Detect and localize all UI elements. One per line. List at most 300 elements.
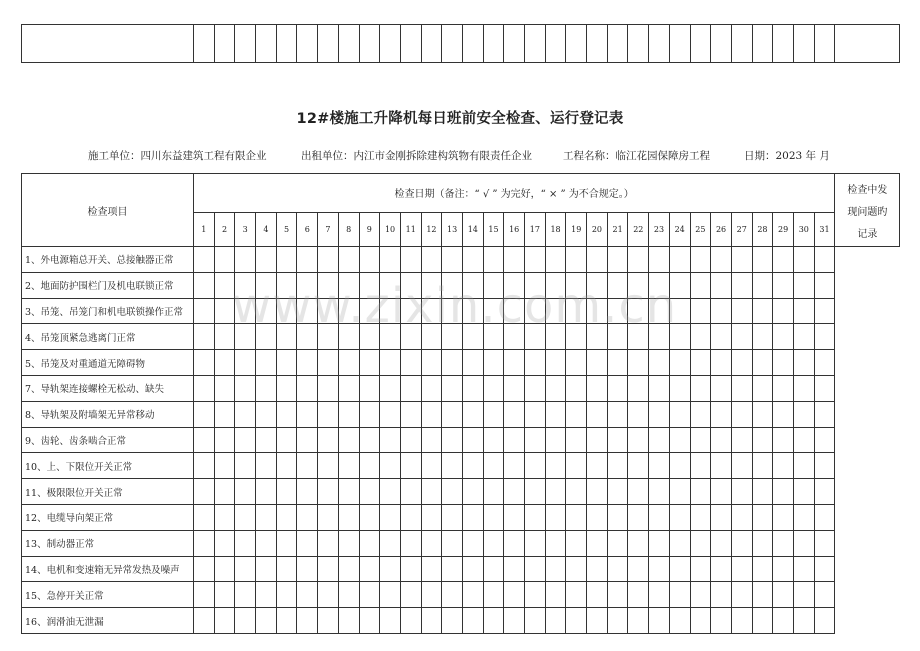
check-cell[interactable] — [256, 453, 277, 479]
check-cell[interactable] — [649, 530, 670, 556]
check-cell[interactable] — [814, 582, 835, 608]
check-cell[interactable] — [421, 375, 442, 401]
check-cell[interactable] — [814, 608, 835, 634]
check-cell[interactable] — [545, 504, 566, 530]
check-cell[interactable] — [752, 401, 773, 427]
empty-cell[interactable] — [752, 25, 773, 63]
check-cell[interactable] — [711, 401, 732, 427]
check-cell[interactable] — [545, 324, 566, 350]
check-cell[interactable] — [276, 479, 297, 505]
check-cell[interactable] — [235, 427, 256, 453]
check-cell[interactable] — [649, 324, 670, 350]
check-cell[interactable] — [421, 582, 442, 608]
check-cell[interactable] — [649, 427, 670, 453]
check-cell[interactable] — [587, 272, 608, 298]
check-cell[interactable] — [752, 272, 773, 298]
check-cell[interactable] — [256, 375, 277, 401]
check-cell[interactable] — [338, 530, 359, 556]
check-cell[interactable] — [649, 453, 670, 479]
check-cell[interactable] — [297, 375, 318, 401]
check-cell[interactable] — [194, 427, 215, 453]
check-cell[interactable] — [773, 530, 794, 556]
check-cell[interactable] — [442, 479, 463, 505]
check-cell[interactable] — [214, 324, 235, 350]
check-cell[interactable] — [214, 401, 235, 427]
check-cell[interactable] — [669, 350, 690, 376]
check-cell[interactable] — [504, 324, 525, 350]
check-cell[interactable] — [214, 272, 235, 298]
check-cell[interactable] — [297, 272, 318, 298]
check-cell[interactable] — [359, 556, 380, 582]
check-cell[interactable] — [194, 324, 215, 350]
check-cell[interactable] — [669, 479, 690, 505]
check-cell[interactable] — [400, 608, 421, 634]
check-cell[interactable] — [525, 247, 546, 273]
check-cell[interactable] — [525, 350, 546, 376]
empty-cell[interactable] — [814, 25, 835, 63]
check-cell[interactable] — [607, 504, 628, 530]
check-cell[interactable] — [318, 298, 339, 324]
check-cell[interactable] — [421, 298, 442, 324]
check-cell[interactable] — [483, 504, 504, 530]
check-cell[interactable] — [731, 453, 752, 479]
check-cell[interactable] — [752, 375, 773, 401]
check-cell[interactable] — [628, 504, 649, 530]
empty-cell[interactable] — [525, 25, 546, 63]
check-cell[interactable] — [690, 272, 711, 298]
check-cell[interactable] — [276, 272, 297, 298]
check-cell[interactable] — [545, 350, 566, 376]
check-cell[interactable] — [276, 247, 297, 273]
check-cell[interactable] — [400, 375, 421, 401]
check-cell[interactable] — [318, 247, 339, 273]
check-cell[interactable] — [793, 375, 814, 401]
check-cell[interactable] — [711, 350, 732, 376]
check-cell[interactable] — [214, 582, 235, 608]
check-cell[interactable] — [194, 582, 215, 608]
check-cell[interactable] — [338, 556, 359, 582]
check-cell[interactable] — [566, 504, 587, 530]
check-cell[interactable] — [421, 504, 442, 530]
check-cell[interactable] — [359, 530, 380, 556]
empty-cell[interactable] — [607, 25, 628, 63]
check-cell[interactable] — [669, 427, 690, 453]
empty-cell[interactable] — [462, 25, 483, 63]
check-cell[interactable] — [793, 401, 814, 427]
check-cell[interactable] — [442, 504, 463, 530]
check-cell[interactable] — [690, 608, 711, 634]
check-cell[interactable] — [421, 453, 442, 479]
check-cell[interactable] — [690, 556, 711, 582]
check-cell[interactable] — [380, 375, 401, 401]
check-cell[interactable] — [587, 350, 608, 376]
check-cell[interactable] — [525, 556, 546, 582]
check-cell[interactable] — [256, 324, 277, 350]
check-cell[interactable] — [504, 375, 525, 401]
check-cell[interactable] — [711, 479, 732, 505]
check-cell[interactable] — [297, 608, 318, 634]
check-cell[interactable] — [587, 530, 608, 556]
check-cell[interactable] — [194, 453, 215, 479]
check-cell[interactable] — [297, 453, 318, 479]
check-cell[interactable] — [380, 401, 401, 427]
check-cell[interactable] — [628, 350, 649, 376]
empty-cell[interactable] — [835, 25, 900, 63]
check-cell[interactable] — [297, 401, 318, 427]
check-cell[interactable] — [235, 401, 256, 427]
check-cell[interactable] — [483, 608, 504, 634]
check-cell[interactable] — [235, 375, 256, 401]
empty-cell[interactable] — [504, 25, 525, 63]
empty-cell[interactable] — [318, 25, 339, 63]
check-cell[interactable] — [462, 272, 483, 298]
check-cell[interactable] — [545, 401, 566, 427]
check-cell[interactable] — [256, 530, 277, 556]
check-cell[interactable] — [773, 453, 794, 479]
check-cell[interactable] — [235, 608, 256, 634]
check-cell[interactable] — [628, 247, 649, 273]
check-cell[interactable] — [649, 375, 670, 401]
check-cell[interactable] — [814, 401, 835, 427]
check-cell[interactable] — [669, 247, 690, 273]
check-cell[interactable] — [235, 298, 256, 324]
check-cell[interactable] — [566, 427, 587, 453]
check-cell[interactable] — [338, 350, 359, 376]
check-cell[interactable] — [462, 324, 483, 350]
check-cell[interactable] — [545, 556, 566, 582]
check-cell[interactable] — [773, 479, 794, 505]
check-cell[interactable] — [711, 504, 732, 530]
check-cell[interactable] — [731, 298, 752, 324]
check-cell[interactable] — [380, 479, 401, 505]
check-cell[interactable] — [483, 530, 504, 556]
check-cell[interactable] — [214, 608, 235, 634]
check-cell[interactable] — [669, 530, 690, 556]
check-cell[interactable] — [297, 530, 318, 556]
check-cell[interactable] — [297, 504, 318, 530]
check-cell[interactable] — [194, 272, 215, 298]
check-cell[interactable] — [525, 453, 546, 479]
empty-cell[interactable] — [380, 25, 401, 63]
check-cell[interactable] — [690, 582, 711, 608]
check-cell[interactable] — [483, 324, 504, 350]
check-cell[interactable] — [525, 504, 546, 530]
check-cell[interactable] — [483, 247, 504, 273]
check-cell[interactable] — [235, 530, 256, 556]
check-cell[interactable] — [276, 298, 297, 324]
check-cell[interactable] — [773, 582, 794, 608]
check-cell[interactable] — [483, 453, 504, 479]
check-cell[interactable] — [566, 582, 587, 608]
check-cell[interactable] — [400, 427, 421, 453]
check-cell[interactable] — [400, 479, 421, 505]
check-cell[interactable] — [607, 375, 628, 401]
check-cell[interactable] — [731, 375, 752, 401]
check-cell[interactable] — [773, 556, 794, 582]
check-cell[interactable] — [235, 504, 256, 530]
check-cell[interactable] — [338, 479, 359, 505]
check-cell[interactable] — [276, 504, 297, 530]
check-cell[interactable] — [235, 324, 256, 350]
check-cell[interactable] — [421, 427, 442, 453]
check-cell[interactable] — [318, 324, 339, 350]
check-cell[interactable] — [793, 427, 814, 453]
check-cell[interactable] — [462, 556, 483, 582]
check-cell[interactable] — [731, 350, 752, 376]
check-cell[interactable] — [318, 479, 339, 505]
check-cell[interactable] — [793, 608, 814, 634]
check-cell[interactable] — [690, 298, 711, 324]
check-cell[interactable] — [462, 298, 483, 324]
check-cell[interactable] — [214, 556, 235, 582]
check-cell[interactable] — [752, 453, 773, 479]
check-cell[interactable] — [566, 298, 587, 324]
check-cell[interactable] — [669, 324, 690, 350]
check-cell[interactable] — [276, 453, 297, 479]
check-cell[interactable] — [525, 608, 546, 634]
check-cell[interactable] — [752, 427, 773, 453]
check-cell[interactable] — [504, 298, 525, 324]
check-cell[interactable] — [256, 427, 277, 453]
check-cell[interactable] — [256, 272, 277, 298]
check-cell[interactable] — [462, 479, 483, 505]
empty-cell[interactable] — [649, 25, 670, 63]
check-cell[interactable] — [814, 375, 835, 401]
check-cell[interactable] — [297, 479, 318, 505]
empty-cell[interactable] — [690, 25, 711, 63]
check-cell[interactable] — [214, 530, 235, 556]
check-cell[interactable] — [504, 608, 525, 634]
check-cell[interactable] — [690, 453, 711, 479]
check-cell[interactable] — [587, 608, 608, 634]
check-cell[interactable] — [318, 401, 339, 427]
check-cell[interactable] — [731, 401, 752, 427]
check-cell[interactable] — [587, 453, 608, 479]
check-cell[interactable] — [297, 556, 318, 582]
check-cell[interactable] — [318, 350, 339, 376]
check-cell[interactable] — [442, 324, 463, 350]
check-cell[interactable] — [587, 247, 608, 273]
check-cell[interactable] — [483, 582, 504, 608]
check-cell[interactable] — [256, 608, 277, 634]
check-cell[interactable] — [297, 247, 318, 273]
check-cell[interactable] — [380, 272, 401, 298]
check-cell[interactable] — [400, 504, 421, 530]
check-cell[interactable] — [793, 479, 814, 505]
check-cell[interactable] — [607, 582, 628, 608]
check-cell[interactable] — [338, 608, 359, 634]
empty-cell[interactable] — [545, 25, 566, 63]
check-cell[interactable] — [359, 582, 380, 608]
check-cell[interactable] — [338, 272, 359, 298]
check-cell[interactable] — [690, 247, 711, 273]
check-cell[interactable] — [442, 401, 463, 427]
check-cell[interactable] — [628, 556, 649, 582]
check-cell[interactable] — [649, 479, 670, 505]
check-cell[interactable] — [400, 401, 421, 427]
check-cell[interactable] — [690, 401, 711, 427]
check-cell[interactable] — [669, 401, 690, 427]
check-cell[interactable] — [462, 608, 483, 634]
check-cell[interactable] — [587, 504, 608, 530]
empty-cell[interactable] — [256, 25, 277, 63]
check-cell[interactable] — [690, 504, 711, 530]
empty-cell[interactable] — [731, 25, 752, 63]
check-cell[interactable] — [525, 298, 546, 324]
check-cell[interactable] — [483, 427, 504, 453]
check-cell[interactable] — [814, 324, 835, 350]
check-cell[interactable] — [711, 247, 732, 273]
check-cell[interactable] — [649, 350, 670, 376]
check-cell[interactable] — [628, 608, 649, 634]
check-cell[interactable] — [276, 350, 297, 376]
check-cell[interactable] — [773, 375, 794, 401]
check-cell[interactable] — [442, 427, 463, 453]
check-cell[interactable] — [483, 298, 504, 324]
check-cell[interactable] — [773, 324, 794, 350]
check-cell[interactable] — [793, 556, 814, 582]
check-cell[interactable] — [421, 479, 442, 505]
check-cell[interactable] — [545, 479, 566, 505]
check-cell[interactable] — [235, 582, 256, 608]
check-cell[interactable] — [421, 608, 442, 634]
check-cell[interactable] — [421, 401, 442, 427]
check-cell[interactable] — [545, 453, 566, 479]
check-cell[interactable] — [504, 504, 525, 530]
check-cell[interactable] — [338, 453, 359, 479]
check-cell[interactable] — [400, 272, 421, 298]
check-cell[interactable] — [194, 530, 215, 556]
check-cell[interactable] — [338, 247, 359, 273]
check-cell[interactable] — [773, 401, 794, 427]
check-cell[interactable] — [649, 556, 670, 582]
check-cell[interactable] — [276, 427, 297, 453]
check-cell[interactable] — [276, 582, 297, 608]
check-cell[interactable] — [338, 375, 359, 401]
check-cell[interactable] — [814, 298, 835, 324]
empty-cell[interactable] — [194, 25, 215, 63]
check-cell[interactable] — [628, 427, 649, 453]
check-cell[interactable] — [545, 298, 566, 324]
check-cell[interactable] — [297, 427, 318, 453]
check-cell[interactable] — [297, 350, 318, 376]
check-cell[interactable] — [214, 247, 235, 273]
check-cell[interactable] — [566, 453, 587, 479]
check-cell[interactable] — [359, 272, 380, 298]
check-cell[interactable] — [235, 479, 256, 505]
check-cell[interactable] — [525, 479, 546, 505]
check-cell[interactable] — [504, 350, 525, 376]
check-cell[interactable] — [359, 479, 380, 505]
check-cell[interactable] — [566, 530, 587, 556]
check-cell[interactable] — [194, 608, 215, 634]
check-cell[interactable] — [711, 556, 732, 582]
check-cell[interactable] — [731, 272, 752, 298]
check-cell[interactable] — [256, 401, 277, 427]
check-cell[interactable] — [545, 582, 566, 608]
check-cell[interactable] — [711, 298, 732, 324]
check-cell[interactable] — [504, 401, 525, 427]
check-cell[interactable] — [318, 375, 339, 401]
check-cell[interactable] — [256, 247, 277, 273]
check-cell[interactable] — [752, 247, 773, 273]
check-cell[interactable] — [359, 375, 380, 401]
check-cell[interactable] — [587, 427, 608, 453]
check-cell[interactable] — [773, 298, 794, 324]
check-cell[interactable] — [235, 350, 256, 376]
check-cell[interactable] — [359, 324, 380, 350]
check-cell[interactable] — [814, 350, 835, 376]
check-cell[interactable] — [318, 272, 339, 298]
check-cell[interactable] — [669, 582, 690, 608]
check-cell[interactable] — [607, 324, 628, 350]
check-cell[interactable] — [194, 350, 215, 376]
check-cell[interactable] — [504, 247, 525, 273]
check-cell[interactable] — [793, 247, 814, 273]
check-cell[interactable] — [421, 247, 442, 273]
check-cell[interactable] — [607, 530, 628, 556]
check-cell[interactable] — [462, 375, 483, 401]
check-cell[interactable] — [504, 582, 525, 608]
check-cell[interactable] — [276, 375, 297, 401]
check-cell[interactable] — [628, 272, 649, 298]
check-cell[interactable] — [752, 298, 773, 324]
check-cell[interactable] — [318, 427, 339, 453]
check-cell[interactable] — [525, 324, 546, 350]
empty-cell[interactable] — [338, 25, 359, 63]
check-cell[interactable] — [731, 479, 752, 505]
check-cell[interactable] — [194, 401, 215, 427]
check-cell[interactable] — [442, 582, 463, 608]
check-cell[interactable] — [462, 401, 483, 427]
check-cell[interactable] — [380, 608, 401, 634]
check-cell[interactable] — [731, 582, 752, 608]
check-cell[interactable] — [318, 504, 339, 530]
check-cell[interactable] — [669, 298, 690, 324]
check-cell[interactable] — [649, 247, 670, 273]
check-cell[interactable] — [338, 582, 359, 608]
check-cell[interactable] — [214, 298, 235, 324]
check-cell[interactable] — [504, 453, 525, 479]
check-cell[interactable] — [380, 350, 401, 376]
check-cell[interactable] — [504, 556, 525, 582]
check-cell[interactable] — [359, 401, 380, 427]
check-cell[interactable] — [814, 272, 835, 298]
check-cell[interactable] — [752, 350, 773, 376]
check-cell[interactable] — [338, 324, 359, 350]
check-cell[interactable] — [318, 556, 339, 582]
check-cell[interactable] — [607, 427, 628, 453]
check-cell[interactable] — [380, 453, 401, 479]
check-cell[interactable] — [773, 350, 794, 376]
check-cell[interactable] — [711, 272, 732, 298]
check-cell[interactable] — [628, 298, 649, 324]
check-cell[interactable] — [793, 324, 814, 350]
check-cell[interactable] — [587, 375, 608, 401]
check-cell[interactable] — [711, 324, 732, 350]
check-cell[interactable] — [690, 350, 711, 376]
check-cell[interactable] — [773, 272, 794, 298]
check-cell[interactable] — [607, 298, 628, 324]
check-cell[interactable] — [256, 350, 277, 376]
check-cell[interactable] — [318, 453, 339, 479]
check-cell[interactable] — [504, 427, 525, 453]
check-cell[interactable] — [649, 608, 670, 634]
check-cell[interactable] — [442, 530, 463, 556]
empty-cell[interactable] — [400, 25, 421, 63]
check-cell[interactable] — [400, 530, 421, 556]
check-cell[interactable] — [814, 504, 835, 530]
